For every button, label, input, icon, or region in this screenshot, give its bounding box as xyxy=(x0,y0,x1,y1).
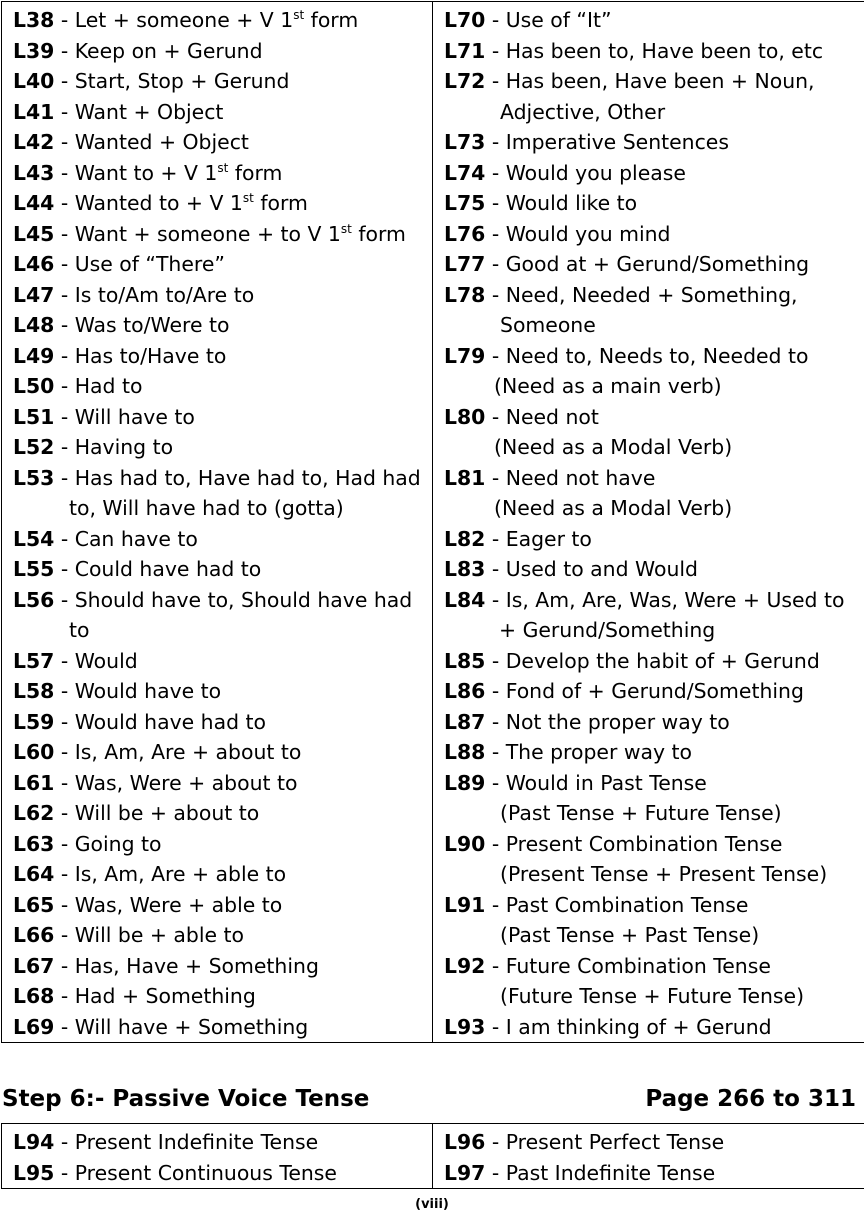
lesson-entry xyxy=(444,951,864,1012)
lesson-separator: - xyxy=(54,191,75,215)
lesson-code: L40 xyxy=(13,69,55,93)
lesson-title: Was to/Were to xyxy=(74,313,230,337)
lesson-code: L77 xyxy=(444,252,486,276)
lessons-right-list xyxy=(433,2,864,1042)
lesson-separator: - xyxy=(485,709,506,734)
lesson-title-continuation: Adjective, Other xyxy=(500,99,666,124)
lesson-separator: - xyxy=(485,740,506,764)
lesson-entry xyxy=(13,768,432,799)
lesson-title-continuation: to, Will have had to (gotta) xyxy=(69,496,344,520)
lesson-title: Eager to xyxy=(505,526,592,551)
lesson-separator: - xyxy=(54,252,75,276)
lesson-code: L71 xyxy=(444,38,486,63)
lesson-title: Fond of + Gerund/Something xyxy=(505,679,804,703)
lesson-title: Was, Were + about to xyxy=(74,770,298,795)
lesson-separator: - xyxy=(485,221,506,246)
lesson-separator: - xyxy=(54,1130,75,1154)
lesson-title: Present Continuous Tense xyxy=(74,1160,337,1185)
lesson-title-continuation: (Need as a main verb) xyxy=(494,374,722,398)
lesson-separator: - xyxy=(54,99,75,124)
lesson-title: Use of “There” xyxy=(74,252,225,276)
lesson-separator: - xyxy=(485,465,506,490)
lesson-code: L86 xyxy=(444,679,486,703)
lesson-entry xyxy=(13,341,432,372)
lesson-entry xyxy=(13,951,432,982)
lesson-code: L91 xyxy=(444,892,486,917)
lesson-entry xyxy=(444,5,864,36)
step6-page-range: Page 266 to 311 xyxy=(645,1086,856,1112)
lesson-code: L51 xyxy=(13,404,55,429)
lesson-title: Has had to, Have had to, Had had xyxy=(74,465,421,490)
lesson-separator: - xyxy=(485,69,506,93)
page-number: (viii) xyxy=(415,1197,449,1212)
lesson-entry xyxy=(444,341,864,402)
lesson-title-superscript: st xyxy=(217,160,229,175)
lesson-separator: - xyxy=(54,953,75,978)
lesson-title: Wanted to + V 1 xyxy=(74,191,243,215)
lesson-title: Used to and Would xyxy=(505,557,698,581)
lesson-separator: - xyxy=(485,831,506,856)
lesson-title: Want + Object xyxy=(74,99,224,124)
lesson-entry xyxy=(444,1158,864,1189)
lesson-title: Need, Needed + Something, xyxy=(505,282,798,307)
lesson-entry xyxy=(13,36,432,67)
lesson-code: L92 xyxy=(444,953,486,978)
lesson-title: Past Combination Tense xyxy=(505,892,749,917)
lesson-separator: - xyxy=(485,1160,506,1185)
lesson-title-suffix: form xyxy=(351,221,406,246)
lesson-code: L82 xyxy=(444,526,486,551)
lesson-title: Having to xyxy=(74,435,174,459)
lesson-separator: - xyxy=(54,648,75,673)
step6-heading xyxy=(2,1083,856,1115)
step6-right-column xyxy=(433,1124,864,1189)
lesson-code: L89 xyxy=(444,770,486,795)
lesson-code: L78 xyxy=(444,282,486,307)
lesson-title: Will be + about to xyxy=(74,801,260,825)
lesson-code: L46 xyxy=(13,252,55,276)
lesson-code: L60 xyxy=(13,740,55,764)
lesson-title: Need not have xyxy=(505,465,656,490)
lesson-code: L67 xyxy=(13,953,55,978)
lesson-separator: - xyxy=(485,770,506,795)
lesson-entry xyxy=(13,158,432,189)
lesson-entry xyxy=(13,280,432,311)
lesson-title: Is, Am, Are + able to xyxy=(74,862,287,886)
lesson-separator: - xyxy=(54,1014,75,1039)
lesson-title: Will be + able to xyxy=(74,923,245,947)
lesson-title: Present Combination Tense xyxy=(505,831,783,856)
lesson-code: L75 xyxy=(444,191,486,215)
lesson-title: Is, Am, Are + about to xyxy=(74,740,302,764)
lesson-code: L85 xyxy=(444,648,486,673)
lesson-title-continuation: (Past Tense + Future Tense) xyxy=(500,801,782,825)
lesson-separator: - xyxy=(54,160,75,185)
lesson-code: L49 xyxy=(13,343,55,368)
lessons-left-column xyxy=(2,2,433,1043)
lesson-title-continuation: (Need as a Modal Verb) xyxy=(494,496,733,520)
lesson-separator: - xyxy=(54,1160,75,1185)
lesson-entry xyxy=(13,859,432,890)
lesson-code: L87 xyxy=(444,709,486,734)
lesson-entry xyxy=(444,127,864,158)
lesson-title: Present Indefinite Tense xyxy=(74,1130,319,1154)
lesson-entry xyxy=(13,829,432,860)
lesson-entry xyxy=(13,1127,432,1158)
lesson-code: L93 xyxy=(444,1014,486,1039)
lesson-entry xyxy=(13,310,432,341)
lesson-separator: - xyxy=(485,557,506,581)
lesson-code: L90 xyxy=(444,831,486,856)
lesson-code: L95 xyxy=(13,1160,55,1185)
lesson-separator: - xyxy=(54,770,75,795)
lesson-title: Future Combination Tense xyxy=(505,953,771,978)
lesson-title-continuation: + Gerund/Something xyxy=(499,618,716,642)
lesson-entry xyxy=(13,249,432,280)
lesson-title: Need not xyxy=(505,404,599,429)
lesson-separator: - xyxy=(54,587,75,612)
lesson-title-continuation: to xyxy=(69,618,90,642)
step6-left-list xyxy=(2,1124,432,1188)
lesson-code: L66 xyxy=(13,923,55,947)
lesson-entry xyxy=(13,524,432,555)
lesson-title: Will have to xyxy=(74,404,195,429)
lesson-entry xyxy=(13,127,432,158)
lesson-separator: - xyxy=(54,221,75,246)
lesson-title: Need to, Needs to, Needed to xyxy=(505,343,809,368)
lesson-code: L88 xyxy=(444,740,486,764)
lesson-entry xyxy=(444,768,864,829)
lesson-code: L57 xyxy=(13,648,55,673)
lessons-table xyxy=(1,1,864,1043)
lesson-entry xyxy=(13,432,432,463)
lesson-separator: - xyxy=(54,923,75,947)
lesson-separator: - xyxy=(54,862,75,886)
lesson-separator: - xyxy=(54,892,75,917)
lesson-separator: - xyxy=(485,953,506,978)
lesson-entry xyxy=(444,188,864,219)
lesson-title-continuation: (Present Tense + Present Tense) xyxy=(500,862,828,886)
lesson-entry xyxy=(444,249,864,280)
lesson-separator: - xyxy=(485,343,506,368)
lesson-code: L44 xyxy=(13,191,55,215)
lesson-title: Past Indefinite Tense xyxy=(505,1160,716,1185)
lesson-entry xyxy=(13,219,432,250)
lesson-separator: - xyxy=(485,160,506,185)
lesson-separator: - xyxy=(54,282,75,307)
lesson-code: L69 xyxy=(13,1014,55,1039)
lesson-title: Has to/Have to xyxy=(74,343,227,368)
lesson-entry xyxy=(444,36,864,67)
lesson-entry xyxy=(13,402,432,433)
lesson-separator: - xyxy=(485,587,506,612)
lesson-title: Would have to xyxy=(74,679,222,703)
lesson-code: L42 xyxy=(13,130,55,154)
lesson-code: L83 xyxy=(444,557,486,581)
lesson-entry xyxy=(444,737,864,768)
lesson-separator: - xyxy=(485,404,506,429)
lesson-code: L97 xyxy=(444,1160,486,1185)
lesson-entry xyxy=(444,524,864,555)
lesson-separator: - xyxy=(54,709,75,734)
lesson-code: L64 xyxy=(13,862,55,886)
lesson-separator: - xyxy=(54,435,75,459)
lesson-separator: - xyxy=(54,557,75,581)
lesson-code: L56 xyxy=(13,587,55,612)
lesson-code: L54 xyxy=(13,526,55,551)
lesson-entry xyxy=(13,737,432,768)
lessons-left-list xyxy=(2,2,432,1042)
lesson-code: L81 xyxy=(444,465,486,490)
lessons-right-column xyxy=(433,2,864,1043)
lesson-title: Is, Am, Are, Was, Were + Used to xyxy=(505,587,845,612)
lesson-title-continuation: Someone xyxy=(500,313,596,337)
lesson-code: L79 xyxy=(444,343,486,368)
lesson-title: Was, Were + able to xyxy=(74,892,283,917)
lesson-title-continuation: (Need as a Modal Verb) xyxy=(494,435,733,459)
lesson-code: L58 xyxy=(13,679,55,703)
lesson-code: L72 xyxy=(444,69,486,93)
lesson-title: Imperative Sentences xyxy=(505,130,729,154)
lesson-separator: - xyxy=(54,526,75,551)
lesson-entry xyxy=(444,585,864,646)
lesson-title-continuation: (Future Tense + Future Tense) xyxy=(500,984,805,1008)
step6-right-list xyxy=(433,1124,864,1188)
lesson-separator: - xyxy=(54,740,75,764)
lesson-title-superscript: st xyxy=(293,8,305,23)
lesson-entry xyxy=(444,676,864,707)
lesson-title: Had to xyxy=(74,374,143,398)
lesson-entry xyxy=(444,646,864,677)
lesson-separator: - xyxy=(485,1130,506,1154)
lesson-entry xyxy=(444,219,864,250)
lesson-separator: - xyxy=(54,404,75,429)
lesson-title: Let + someone + V 1 xyxy=(74,8,294,32)
lesson-title: Keep on + Gerund xyxy=(74,38,263,63)
lesson-separator: - xyxy=(485,679,506,703)
lesson-separator: - xyxy=(485,526,506,551)
lesson-entry xyxy=(13,798,432,829)
lesson-separator: - xyxy=(485,252,506,276)
lesson-title: Will have + Something xyxy=(74,1014,309,1039)
lesson-entry xyxy=(444,402,864,463)
lesson-separator: - xyxy=(54,313,75,337)
lesson-title-suffix: form xyxy=(304,8,359,32)
lesson-entry xyxy=(13,371,432,402)
lesson-separator: - xyxy=(485,1014,506,1039)
lesson-separator: - xyxy=(54,679,75,703)
lesson-title-suffix: form xyxy=(253,191,308,215)
lesson-entry xyxy=(13,66,432,97)
lesson-code: L53 xyxy=(13,465,55,490)
step6-lessons-table xyxy=(1,1123,864,1189)
lesson-code: L55 xyxy=(13,557,55,581)
lesson-title: Wanted + Object xyxy=(74,130,249,154)
lesson-title: Could have had to xyxy=(74,557,262,581)
lesson-title: Start, Stop + Gerund xyxy=(74,69,290,93)
lesson-separator: - xyxy=(54,69,75,93)
lesson-separator: - xyxy=(54,984,75,1008)
lesson-title: Had + Something xyxy=(74,984,256,1008)
lesson-title: Going to xyxy=(74,831,162,856)
lesson-entry xyxy=(13,1012,432,1043)
lesson-separator: - xyxy=(54,343,75,368)
lesson-separator: - xyxy=(485,130,506,154)
lesson-code: L70 xyxy=(444,8,486,32)
lesson-entry xyxy=(13,890,432,921)
lesson-title-superscript: st xyxy=(340,221,352,236)
lesson-title-continuation: (Past Tense + Past Tense) xyxy=(500,923,760,947)
lesson-title: Not the proper way to xyxy=(505,709,730,734)
lesson-code: L84 xyxy=(444,587,486,612)
lesson-title: I am thinking of + Gerund xyxy=(505,1014,772,1039)
lesson-code: L63 xyxy=(13,831,55,856)
lesson-title-suffix: form xyxy=(228,160,283,185)
lesson-code: L74 xyxy=(444,160,486,185)
lesson-entry xyxy=(13,707,432,738)
lesson-code: L43 xyxy=(13,160,55,185)
lesson-separator: - xyxy=(54,801,75,825)
lesson-separator: - xyxy=(54,130,75,154)
lesson-entry xyxy=(444,280,864,341)
lesson-entry xyxy=(444,1127,864,1158)
lesson-code: L39 xyxy=(13,38,55,63)
step6-left-column xyxy=(2,1124,433,1189)
lesson-entry xyxy=(13,981,432,1012)
lesson-title: Would you please xyxy=(505,160,686,185)
lesson-title: Develop the habit of + Gerund xyxy=(505,648,820,673)
lesson-separator: - xyxy=(485,892,506,917)
lesson-entry xyxy=(13,5,432,36)
lesson-code: L38 xyxy=(13,8,55,32)
lesson-entry xyxy=(444,707,864,738)
lesson-entry xyxy=(444,890,864,951)
lesson-title: Is to/Am to/Are to xyxy=(74,282,255,307)
lesson-entry xyxy=(13,97,432,128)
lesson-separator: - xyxy=(54,831,75,856)
lesson-entry xyxy=(13,646,432,677)
lesson-entry xyxy=(13,585,432,646)
lesson-title-superscript: st xyxy=(242,191,254,206)
lesson-code: L65 xyxy=(13,892,55,917)
lesson-title: Has been, Have been + Noun, xyxy=(505,69,815,93)
lesson-title: Has, Have + Something xyxy=(74,953,319,978)
lesson-title: Should have to, Should have had xyxy=(74,587,413,612)
lesson-separator: - xyxy=(54,38,75,63)
lesson-code: L62 xyxy=(13,801,55,825)
lesson-entry xyxy=(444,463,864,524)
lesson-code: L52 xyxy=(13,435,55,459)
lesson-separator: - xyxy=(485,8,506,32)
lesson-code: L96 xyxy=(444,1130,486,1154)
lesson-title: Good at + Gerund/Something xyxy=(505,252,810,276)
lesson-code: L47 xyxy=(13,282,55,307)
lesson-title: Has been to, Have been to, etc xyxy=(505,38,824,63)
lesson-entry xyxy=(13,676,432,707)
lesson-title: Want to + V 1 xyxy=(74,160,218,185)
step6-title: Step 6:- Passive Voice Tense xyxy=(2,1086,370,1112)
lesson-title: Would like to xyxy=(505,191,638,215)
lesson-code: L61 xyxy=(13,770,55,795)
lesson-entry xyxy=(13,463,432,524)
lesson-title: Present Perfect Tense xyxy=(505,1130,725,1154)
lesson-entry xyxy=(444,829,864,890)
lesson-separator: - xyxy=(485,648,506,673)
lesson-separator: - xyxy=(485,191,506,215)
lesson-code: L48 xyxy=(13,313,55,337)
lesson-entry xyxy=(444,1012,864,1043)
lesson-separator: - xyxy=(485,38,506,63)
lesson-title: Would in Past Tense xyxy=(505,770,707,795)
lesson-code: L94 xyxy=(13,1130,55,1154)
lesson-separator: - xyxy=(485,282,506,307)
lesson-entry xyxy=(13,1158,432,1189)
lesson-title: Can have to xyxy=(74,526,198,551)
lesson-code: L45 xyxy=(13,221,55,246)
lesson-title: Would you mind xyxy=(505,221,671,246)
lesson-code: L59 xyxy=(13,709,55,734)
lesson-title: Would have had to xyxy=(74,709,266,734)
lesson-code: L41 xyxy=(13,99,55,124)
lesson-separator: - xyxy=(54,8,75,32)
lesson-entry xyxy=(444,66,864,127)
lesson-entry xyxy=(444,158,864,189)
lesson-code: L68 xyxy=(13,984,55,1008)
lesson-separator: - xyxy=(54,465,75,490)
lesson-title: The proper way to xyxy=(505,740,693,764)
lesson-entry xyxy=(444,554,864,585)
lesson-code: L76 xyxy=(444,221,486,246)
lesson-title: Would xyxy=(74,648,138,673)
lesson-entry xyxy=(13,554,432,585)
lesson-code: L50 xyxy=(13,374,55,398)
lesson-title: Want + someone + to V 1 xyxy=(74,221,341,246)
lesson-code: L80 xyxy=(444,404,486,429)
lesson-separator: - xyxy=(54,374,75,398)
lesson-entry xyxy=(13,188,432,219)
lesson-code: L73 xyxy=(444,130,486,154)
lesson-entry xyxy=(13,920,432,951)
lesson-title: Use of “It” xyxy=(505,8,612,32)
